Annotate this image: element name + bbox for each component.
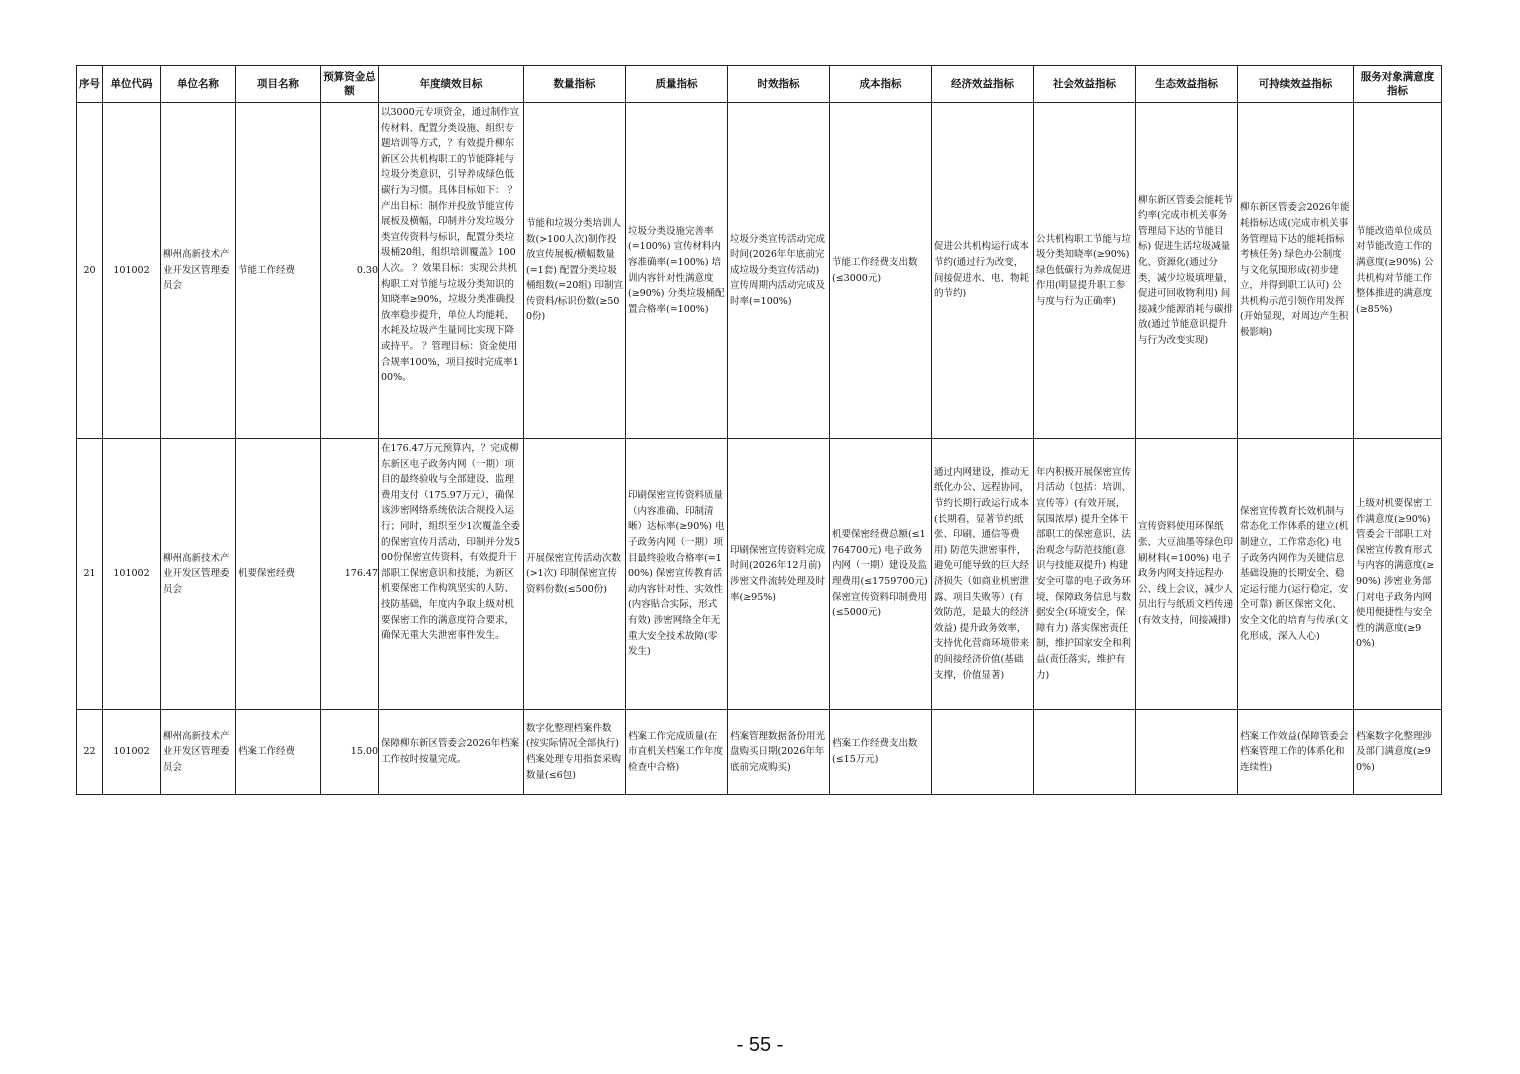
row-project-name: 节能工作经费	[236, 103, 321, 439]
table-row	[77, 103, 1442, 439]
row-timeliness: 垃圾分类宣传活动完成时间(2026年年底前完成垃圾分类宣传活动) 宣传周期内活动完成及时率(=100%)	[728, 103, 830, 439]
row-project-name: 档案工作经费	[236, 710, 321, 795]
row-social: 公共机构职工节能与垃圾分类知晓率(≥90%) 绿色低碳行为养成促进作用(明显提升职工参与度与行为正确率)	[1034, 103, 1136, 439]
page-number: - 55 -	[736, 1034, 784, 1056]
performance-table	[76, 65, 1442, 795]
header-cost: 成本指标	[830, 66, 932, 103]
row-budget: 176.47	[321, 439, 379, 710]
row-quantity: 节能和垃圾分类培训人数(>100人次)制作投放宣传展板/横幅数量(=1套) 配置分类垃圾桶组数(=20组) 印制宣传资料/标识份数(≥500份)	[524, 103, 626, 439]
header-budget: 预算资金总额	[321, 66, 379, 103]
header-project-name: 项目名称	[236, 66, 321, 103]
row-sustainable: 柳东新区管委会2026年能耗指标达成(完成市机关事务管理局下达的能耗指标考核任务) 绿色办公制度与文化氛围形成(初步建立，并得到职工认可) 公共机构示范引领作用发挥(开始显现，对周边产生积极影响)	[1238, 103, 1354, 439]
row-project-name: 机要保密经费	[236, 439, 321, 710]
row-unit-name: 柳州高新技术产业开发区管理委员会	[161, 103, 236, 439]
row-quality: 垃圾分类设施完善率(=100%) 宣传材料内容准确率(=100%) 培训内容针对性满意度(≥90%) 分类垃圾桶配置合格率(=100%)	[626, 103, 728, 439]
row-no: 22	[77, 710, 103, 795]
header-sustainable: 可持续效益指标	[1238, 66, 1354, 103]
row-quality: 印刷保密宣传资料质量（内容准确、印制清晰）达标率(≥90%) 电子政务内网（一期）项目最终验收合格率(=100%) 保密宣传教育活动内容针对性、实效性(内容贴合实际，形式有效) 涉密网络全年无重大安全技术故障(零发生)	[626, 439, 728, 710]
header-row	[77, 66, 1442, 103]
row-economic: 通过内网建设，推动无纸化办公、远程协同，节约长期行政运行成本(长期看，显著节约纸张、印刷、通信等费用) 防范失泄密事件，避免可能导致的巨大经济损失（如商业机密泄露、项目失败等）(有效防范，是最大的经济效益) 提升政务效率，支持优化营商环境带来的间接经济价值(基础支撑，价值显著)	[932, 439, 1034, 710]
row-economic: 促进公共机构运行成本节约(通过行为改变，间接促进水、电、物耗的节约)	[932, 103, 1034, 439]
header-timeliness: 时效指标	[728, 66, 830, 103]
header-satisfaction: 服务对象满意度指标	[1354, 66, 1442, 103]
header-quantity: 数量指标	[524, 66, 626, 103]
row-ecological	[1136, 710, 1238, 795]
row-annual-goal: 保障柳东新区管委会2026年档案工作按时按量完成。	[379, 710, 524, 795]
header-no: 序号	[77, 66, 103, 103]
row-satisfaction: 上级对机要保密工作满意度(≥90%) 管委会干部职工对保密宣传教育形式与内容的满意度(≥90%) 涉密业务部门对电子政务内网使用便捷性与安全性的满意度(≥90%)	[1354, 439, 1442, 710]
row-annual-goal: 以3000元专项资金，通过制作宣传材料、配置分类设施、组织专题培训等方式，？有效提升柳东新区公共机构职工的节能降耗与垃圾分类意识，引导养成绿色低碳行为习惯。具体目标如下： ？产出目标：制作并投放节能宣传展板及横幅，印制并分发垃圾分类宣传资料与标识，配置分类垃圾桶20组，组织培训覆盖》100人次。 ？效果目标：实现公共机构职工对节能与垃圾分类知识的知晓率≥90%，垃圾分类准确投放率稳步提升，单位人均能耗、水耗及垃圾产生量同比实现下降或持平。 ？管理目标：资金使用合规率100%，项目按时完成率100%。	[379, 103, 524, 439]
table-row	[77, 710, 1442, 795]
row-social	[1034, 710, 1136, 795]
row-satisfaction: 档案数字化整理涉及部门满意度(≥90%)	[1354, 710, 1442, 795]
row-ecological: 宣传资料使用环保纸张、大豆油墨等绿色印刷材料(=100%) 电子政务内网支持远程办公、线上会议，减少人员出行与纸质文档传递(有效支持，间接减排)	[1136, 439, 1238, 710]
row-unit-code: 101002	[103, 439, 161, 710]
row-unit-name: 柳州高新技术产业开发区管理委员会	[161, 439, 236, 710]
row-economic	[932, 710, 1034, 795]
header-unit-code: 单位代码	[103, 66, 161, 103]
row-timeliness: 印刷保密宣传资料完成时间(2026年12月前) 涉密文件流转处理及时率(≥95%)	[728, 439, 830, 710]
table-row	[77, 439, 1442, 710]
row-budget: 15.00	[321, 710, 379, 795]
row-no: 21	[77, 439, 103, 710]
row-quantity: 数字化整理档案件数(按实际情况全部执行) 档案处理专用指套采购数量(≤6包)	[524, 710, 626, 795]
row-timeliness: 档案管理数据备份用光盘购买日期(2026年年底前完成购买)	[728, 710, 830, 795]
row-unit-name: 柳州高新技术产业开发区管理委员会	[161, 710, 236, 795]
row-quantity: 开展保密宣传活动次数(>1次) 印制保密宣传资料份数(≤500份)	[524, 439, 626, 710]
row-sustainable: 档案工作效益(保障管委会档案管理工作的体系化和连续性)	[1238, 710, 1354, 795]
header-annual-goal: 年度绩效目标	[379, 66, 524, 103]
header-economic: 经济效益指标	[932, 66, 1034, 103]
header-quality: 质量指标	[626, 66, 728, 103]
row-annual-goal: 在176.47万元预算内，？完成柳东新区电子政务内网（一期）项目的最终验收与全部建设、监理费用支付（175.97万元），确保该涉密网络系统依法合规投入运行；同时，组织至少1次覆盖全委的保密宣传月活动，印制并分发500份保密宣传资料，有效提升干部职工保密意识和技能，为新区机要保密工作构筑坚实的人防、技防基础，年度内争取上级对机要保密工作的满意度符合要求，确保无重大失泄密事件发生。	[379, 439, 524, 710]
row-sustainable: 保密宣传教育长效机制与常态化工作体系的建立(机制建立，工作常态化) 电子政务内网作为关键信息基础设施的长期安全、稳定运行能力(运行稳定，安全可靠) 新区保密文化、安全文化的培育与传承(文化形成，深入人心)	[1238, 439, 1354, 710]
row-satisfaction: 节能改造单位成员对节能改造工作的满意度(≥90%) 公共机构对节能工作整体推进的满意度(≥85%)	[1354, 103, 1442, 439]
row-budget: 0.30	[321, 103, 379, 439]
row-unit-code: 101002	[103, 103, 161, 439]
header-unit-name: 单位名称	[161, 66, 236, 103]
row-cost: 节能工作经费支出数(≤3000元)	[830, 103, 932, 439]
row-unit-code: 101002	[103, 710, 161, 795]
row-quality: 档案工作完成质量(在市直机关档案工作年度检查中合格)	[626, 710, 728, 795]
row-cost: 机要保密经费总额(≤1764700元) 电子政务内网（一期）建设及监理费用(≤1759700元) 保密宣传资料印制费用(≤5000元)	[830, 439, 932, 710]
row-ecological: 柳东新区管委会能耗节约率(完成市机关事务管理局下达的节能目标) 促进生活垃圾减量化、资源化(通过分类，减少垃圾填埋量，促进可回收物利用) 间接减少能源消耗与碳排放(通过节能意识提升与行为改变实现)	[1136, 103, 1238, 439]
header-ecological: 生态效益指标	[1136, 66, 1238, 103]
row-cost: 档案工作经费支出数(≤15万元)	[830, 710, 932, 795]
header-social: 社会效益指标	[1034, 66, 1136, 103]
row-social: 年内积极开展保密宣传月活动（包括：培训、宣传等）(有效开展，氛围浓厚) 提升全体干部职工的保密意识、法治观念与防范技能(意识与技能双提升) 构建安全可靠的电子政务环境，保障政务信息与数据安全(环境安全，保障有力) 落实保密责任制，维护国家安全和利益(责任落实，维护有力)	[1034, 439, 1136, 710]
row-no: 20	[77, 103, 103, 439]
